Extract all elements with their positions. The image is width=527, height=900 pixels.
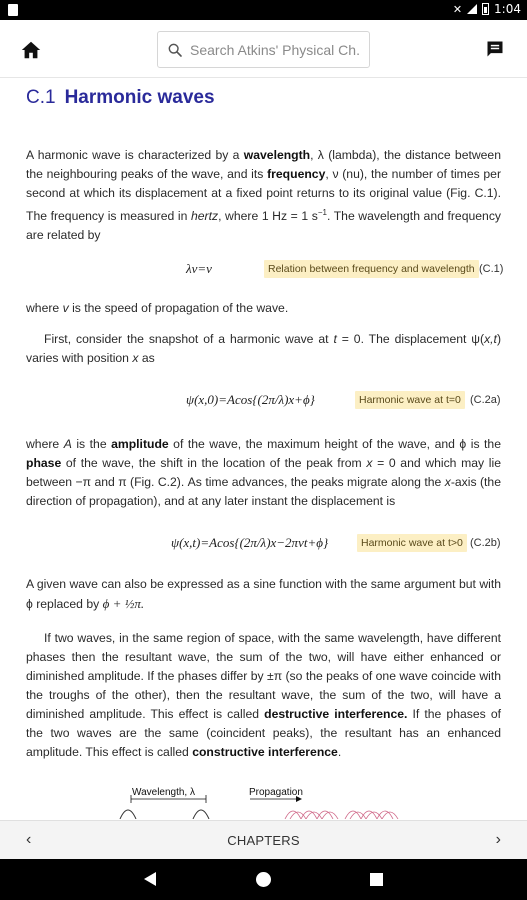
chapters-button[interactable]: CHAPTERS <box>227 833 300 848</box>
no-sim-icon: ✕ <box>452 2 463 16</box>
comments-button[interactable] <box>485 39 507 61</box>
status-bar <box>0 0 527 20</box>
paragraph-3: First, consider the snapshot of a harmonic wave at t = 0. The displacement ψ(x,t) varies with position x as <box>26 332 501 366</box>
search-input[interactable] <box>190 42 360 58</box>
app-bar <box>0 20 527 78</box>
equation-c2b <box>26 532 501 554</box>
equation-c2a <box>26 389 501 411</box>
notification-icon <box>8 4 18 16</box>
equation-formula: ψ(x,t)=Acos{(2π/λ)x−2πνt+ϕ} <box>171 535 329 551</box>
paragraph-6: If two waves, in the same region of space, with the same wavelength, have different phases then the resultant wave, the sum of the two, will have either enhanced or diminished amplitude. If the phases differ by ±π (so the peaks of one wave coincide with the troughs of the other), then the resultant wave, the sum of the two, will have a diminished amplitude. This effect is called destructive interference. If the phases of the two waves are the same (coincident peaks), the resultant has an enhanced amplitude. This effect is called constructive interference. <box>26 631 501 760</box>
equation-c1 <box>26 258 504 280</box>
paragraph-2: where v is the speed of propagation of the wave. <box>26 301 289 316</box>
status-icons <box>453 2 521 16</box>
system-navigation-bar <box>0 859 527 900</box>
battery-icon <box>482 3 489 15</box>
chapter-navigation-bar <box>0 820 527 859</box>
equation-tag[interactable]: Relation between frequency and wavelength <box>264 260 479 278</box>
paragraph-5: A given wave can also be expressed as a sine function with the same argument but with ϕ replaced by ϕ + ½π. <box>26 577 501 612</box>
home-circle-icon[interactable] <box>256 872 271 887</box>
search-icon <box>167 42 183 58</box>
signal-icon <box>467 4 477 14</box>
paragraph-4: where A is the amplitude of the wave, the maximum height of the wave, and ϕ is the phase of the wave, the shift in the location of the peak from x = 0 and which may lie between −π and π (Fig. C.2). As time advances, the peaks migrate along the x-axis (the direction of propagation), and at any later instant the displacement is <box>26 437 501 509</box>
figure-label-wavelength: Wavelength, λ <box>132 787 195 798</box>
section-title: Harmonic waves <box>64 87 215 108</box>
equation-formula: ψ(x,0)=Acos{(2π/λ)x+ϕ} <box>186 392 315 408</box>
section-number: C.1 <box>26 87 56 108</box>
search-box[interactable] <box>157 31 370 68</box>
next-page-button[interactable]: › <box>495 831 501 848</box>
home-icon <box>20 39 42 61</box>
equation-number: (C.2a) <box>470 394 501 407</box>
recent-apps-icon[interactable] <box>370 873 383 886</box>
chapter-content <box>0 79 527 819</box>
section-heading <box>26 87 501 113</box>
wave-diagram <box>0 779 527 819</box>
equation-number: (C.2b) <box>470 537 501 550</box>
previous-page-button[interactable]: ‹ <box>26 831 32 848</box>
paragraph-1: A harmonic wave is characterized by a wavelength, λ (lambda), the distance between the neighbouring peaks of the wave, and its frequency, ν (nu), the number of times per second at which its displacement at a fixed point returns to its original value (Fig. C.1). The frequency is measured in hertz, where 1 Hz = 1 $s^{-1}$. The wavelength and frequency are related by <box>26 148 502 243</box>
equation-number: (C.1) <box>479 263 504 276</box>
figure-c1-preview <box>0 779 527 819</box>
figure-label-propagation: Propagation <box>249 787 303 798</box>
comment-icon <box>485 39 505 59</box>
status-time: 1:04 <box>494 2 521 16</box>
home-button[interactable] <box>20 39 42 61</box>
back-icon[interactable] <box>144 872 156 886</box>
equation-tag[interactable]: Harmonic wave at t=0 <box>355 391 465 409</box>
equation-formula: λν=v <box>186 261 212 277</box>
equation-tag[interactable]: Harmonic wave at t>0 <box>357 534 467 552</box>
